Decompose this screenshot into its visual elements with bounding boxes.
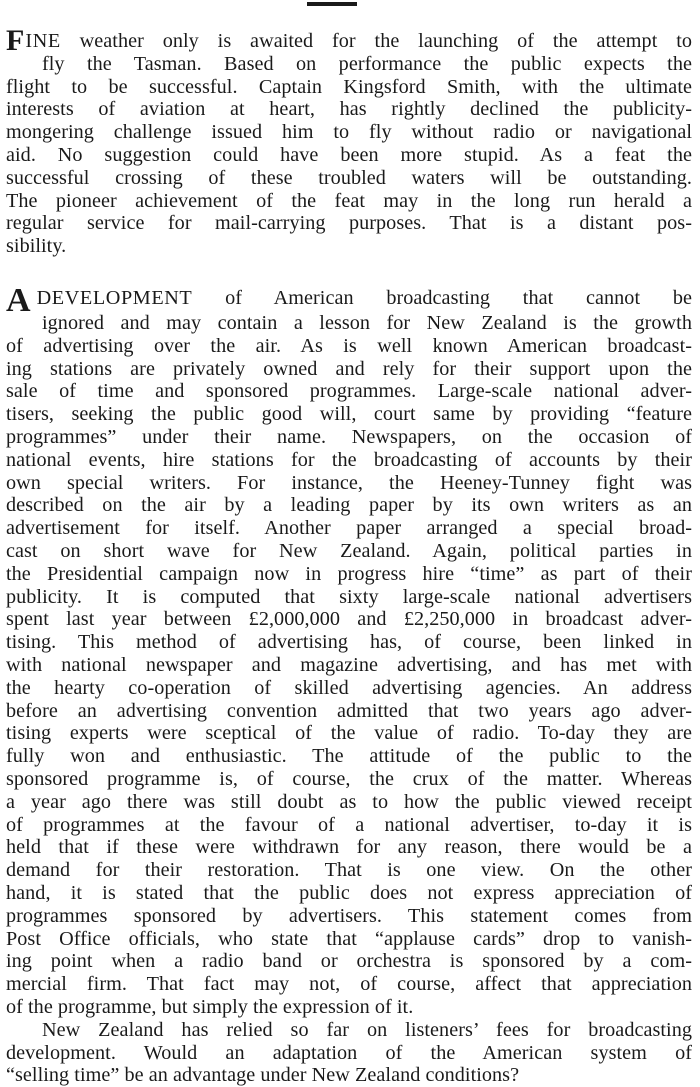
article-1-lead: INE	[25, 30, 61, 52]
article-1-line-4: mongering challenge issued him to fly without radio or navigational	[6, 121, 692, 144]
article-2-p2-line-0: New Zealand has relied so far on listeners’ fees for broadcasting	[42, 1018, 692, 1041]
article-2-line-11: cast on short wave for New Zealand. Again, political parties in	[6, 539, 692, 562]
article-2-line-10: advertisement for itself. Another paper arranged a special broad-	[6, 517, 692, 540]
article-2-line-7: national events, hire stations for the broadcasting of accounts by their	[6, 448, 692, 471]
article-2-line-18: before an advertising convention admitted that two years ago adver-	[6, 699, 692, 722]
article-2-lead: DEVELOPMENT	[36, 287, 193, 309]
article-2-line-17: the hearty co-operation of skilled advertising agencies. An address	[6, 676, 692, 699]
article-2-line-26: hand, it is stated that the public does not express appreciation of	[6, 881, 692, 904]
article-2-line-8: own special writers. For instance, the Heeney-Tunney fight was	[6, 471, 692, 494]
article-2-line-4: sale of time and sponsored programmes. Large-scale national adver-	[6, 380, 692, 403]
article-2-line-23: of programmes at the favour of a national advertiser, to-day it is	[6, 813, 692, 836]
article-1-line-3: interests of aviation at heart, has rightly declined the publicity-	[6, 98, 692, 121]
article-2-line-31: of the programme, but simply the expression of it.	[6, 995, 414, 1018]
article-2-line-14: spent last year between £2,000,000 and £2,250,000 in broadcast adver-	[6, 608, 692, 631]
article-2-line-29: ing point when a radio band or orchestra is sponsored by a com-	[6, 950, 692, 973]
article-2-paragraph-1	[6, 282, 692, 1019]
article-2-line-6: programmes” under their name. Newspapers, on the occasion of	[6, 425, 692, 448]
article-2-line-27: programmes sponsored by advertisers. This statement comes from	[6, 904, 692, 927]
article-2-line-30: mercial firm. That fact may not, of course, affect that appreciation	[6, 973, 692, 996]
article-1-line-9: sibility.	[6, 235, 67, 258]
article-2-line-5: tisers, seeking the public good will, court same by providing “feature	[6, 403, 692, 426]
article-2-line-21: sponsored programme is, of course, the crux of the matter. Whereas	[6, 767, 692, 790]
article-2-p2-line-2: “selling time” be an advantage under New Zealand conditions?	[6, 1064, 520, 1087]
article-1-line-6: successful crossing of these troubled waters will be outstanding.	[6, 166, 692, 189]
article-2-line-15: tising. This method of advertising has, of course, been linked in	[6, 631, 692, 654]
article-2-line-0: ADEVELOPMENT of American broadcasting that cannot be	[6, 282, 692, 319]
article-1-line-0: FINE weather only is awaited for the launching of the attempt to	[6, 24, 692, 57]
article-1-line-2: flight to be successful. Captain Kingsford Smith, with the ultimate	[6, 75, 692, 98]
article-1-line-1: fly the Tasman. Based on performance the public expects the	[42, 52, 692, 75]
article-1-line-5: aid. No suggestion could have been more stupid. As a feat the	[6, 143, 692, 166]
article-2-line-25: demand for their restoration. That is one view. On the other	[6, 859, 692, 882]
article-2-line-20: fully won and enthusiastic. The attitude of the public to the	[6, 745, 692, 768]
article-1-dropcap: F	[6, 24, 25, 57]
article-1-paragraph	[6, 24, 692, 258]
article-2-p2-line-1: development. Would an adaptation of the American system of	[6, 1041, 692, 1064]
article-2-line-28: Post Office officials, who state that “applause cards” drop to vanish-	[6, 927, 692, 950]
article-2-line-9: described on the air by a leading paper by its own writers as an	[6, 494, 692, 517]
article-tasman-flight	[6, 24, 692, 258]
article-2-line-1: ignored and may contain a lesson for New Zealand is the growth	[42, 312, 692, 334]
article-2-paragraph-2	[6, 1019, 692, 1087]
article-2-line-19: tising experts were sceptical of the value of radio. To-day they are	[6, 722, 692, 745]
article-2-line-24: held that if these were withdrawn for any reason, there would be a	[6, 836, 692, 859]
article-2-line-22: a year ago there was still doubt as to how the public viewed receipt	[6, 790, 692, 813]
article-2-dropcap: A	[6, 282, 31, 319]
article-2-line-16: with national newspaper and magazine advertising, and has met with	[6, 653, 692, 676]
article-1-line-7: The pioneer achievement of the feat may in the long run herald a	[6, 189, 692, 212]
article-2-line-2: of advertising over the air. As is well known American broadcast-	[6, 334, 692, 357]
article-2-line-13: publicity. It is computed that sixty large-scale national advertisers	[6, 585, 692, 608]
article-2-line-12: the Presidential campaign now in progress hire “time” as part of their	[6, 562, 692, 585]
top-rule-divider	[307, 2, 357, 6]
article-2-line-3: ing stations are privately owned and rely for their support upon the	[6, 357, 692, 380]
article-american-broadcasting	[6, 282, 692, 1087]
article-1-line-8: regular service for mail-carrying purposes. That is a distant pos-	[6, 212, 692, 235]
